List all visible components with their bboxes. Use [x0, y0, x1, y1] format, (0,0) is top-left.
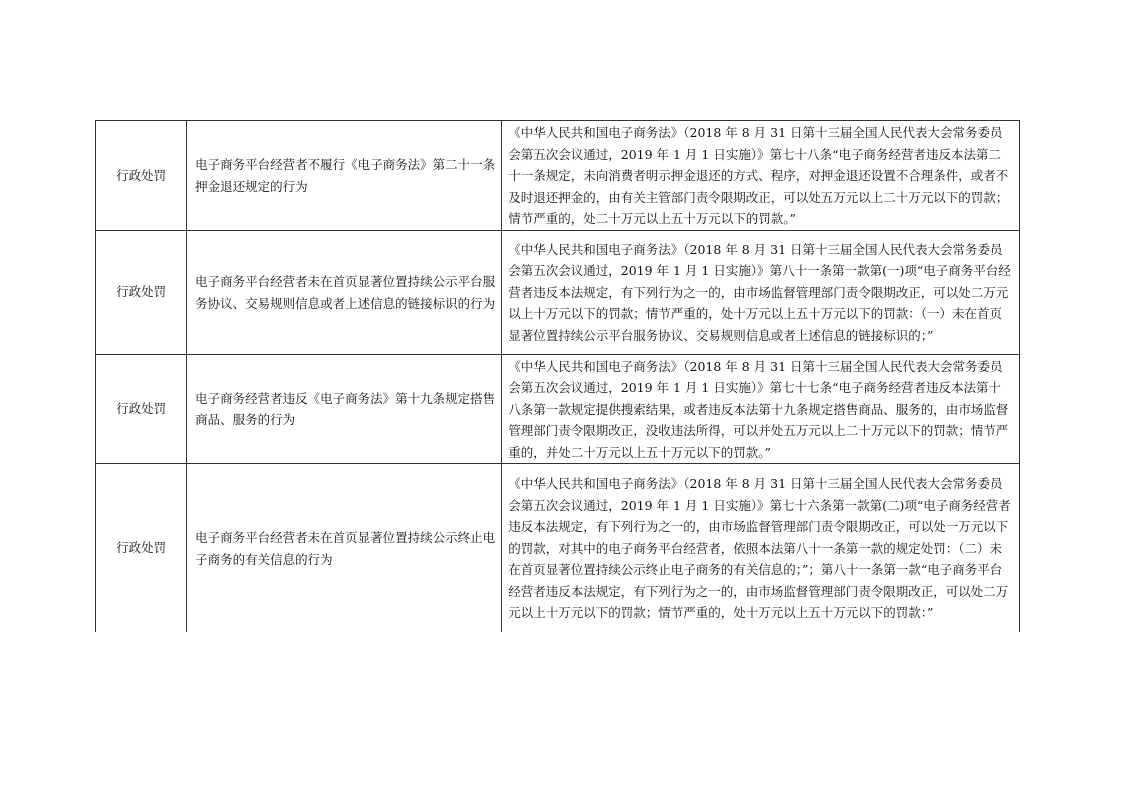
violation-act-cell: 电子商务经营者违反《电子商务法》第十九条规定搭售商品、服务的行为 [187, 354, 502, 464]
regulation-table [95, 120, 1020, 632]
penalty-category-cell: 行政处罚 [96, 230, 187, 354]
violation-act-cell: 电子商务平台经营者未在首页显著位置持续公示终止电子商务的有关信息的行为 [187, 464, 502, 633]
legal-basis-cell: 《中华人民共和国电子商务法》（2018 年 8 月 31 日第十三届全国人民代表大会常务委员会第五次会议通过，2019 年 1 月 1 日实施）》第七十八条“电子商务经营者违反本法第二十一条规定，未向消费者明示押金退还的方式、程序，对押金退还设置不合理条件，或者不及时退还押金的，由有关主管部门责令限期改正，可以处五万元以上二十万元以下的罚款；情节严重的，处二十万元以上五十万元以下的罚款。” [502, 121, 1020, 231]
table-row [96, 354, 1020, 464]
legal-basis-cell: 《中华人民共和国电子商务法》（2018 年 8 月 31 日第十三届全国人民代表大会常务委员会第五次会议通过，2019 年 1 月 1 日实施）》第七十六条第一款第(二)项“电子商务经营者违反本法规定，有下列行为之一的，由市场监督管理部门责令限期改正，可以处一万元以下的罚款，对其中的电子商务平台经营者，依照本法第八十一条第一款的规定处罚：（二）未在首页显著位置持续公示终止电子商务的有关信息的；”；第八十一条第一款“电子商务平台经营者违反本法规定，有下列行为之一的，由市场监督管理部门责令限期改正，可以处二万元以上十万元以下的罚款；情节严重的，处十万元以上五十万元以下的罚款：” [502, 464, 1020, 633]
legal-basis-cell: 《中华人民共和国电子商务法》（2018 年 8 月 31 日第十三届全国人民代表大会常务委员会第五次会议通过，2019 年 1 月 1 日实施）》第七十七条“电子商务经营者违反本法第十八条第一款规定提供搜索结果，或者违反本法第十九条规定搭售商品、服务的，由市场监督管理部门责令限期改正，没收违法所得，可以并处五万元以上二十万元以下的罚款；情节严重的，并处二十万元以上五十万元以下的罚款。” [502, 354, 1020, 464]
violation-act-cell: 电子商务平台经营者未在首页显著位置持续公示平台服务协议、交易规则信息或者上述信息的链接标识的行为 [187, 230, 502, 354]
penalty-category-cell: 行政处罚 [96, 464, 187, 633]
legal-basis-cell: 《中华人民共和国电子商务法》（2018 年 8 月 31 日第十三届全国人民代表大会常务委员会第五次会议通过，2019 年 1 月 1 日实施）》第八十一条第一款第(一)项“电子商务平台经营者违反本法规定，有下列行为之一的，由市场监督管理部门责令限期改正，可以处二万元以上十万元以下的罚款；情节严重的，处十万元以上五十万元以下的罚款：（一）未在首页显著位置持续公示平台服务协议、交易规则信息或者上述信息的链接标识的；” [502, 230, 1020, 354]
table-row [96, 230, 1020, 354]
table-row [96, 121, 1020, 231]
violation-act-cell: 电子商务平台经营者不履行《电子商务法》第二十一条押金退还规定的行为 [187, 121, 502, 231]
penalty-category-cell: 行政处罚 [96, 354, 187, 464]
table-row [96, 464, 1020, 633]
penalty-category-cell: 行政处罚 [96, 121, 187, 231]
